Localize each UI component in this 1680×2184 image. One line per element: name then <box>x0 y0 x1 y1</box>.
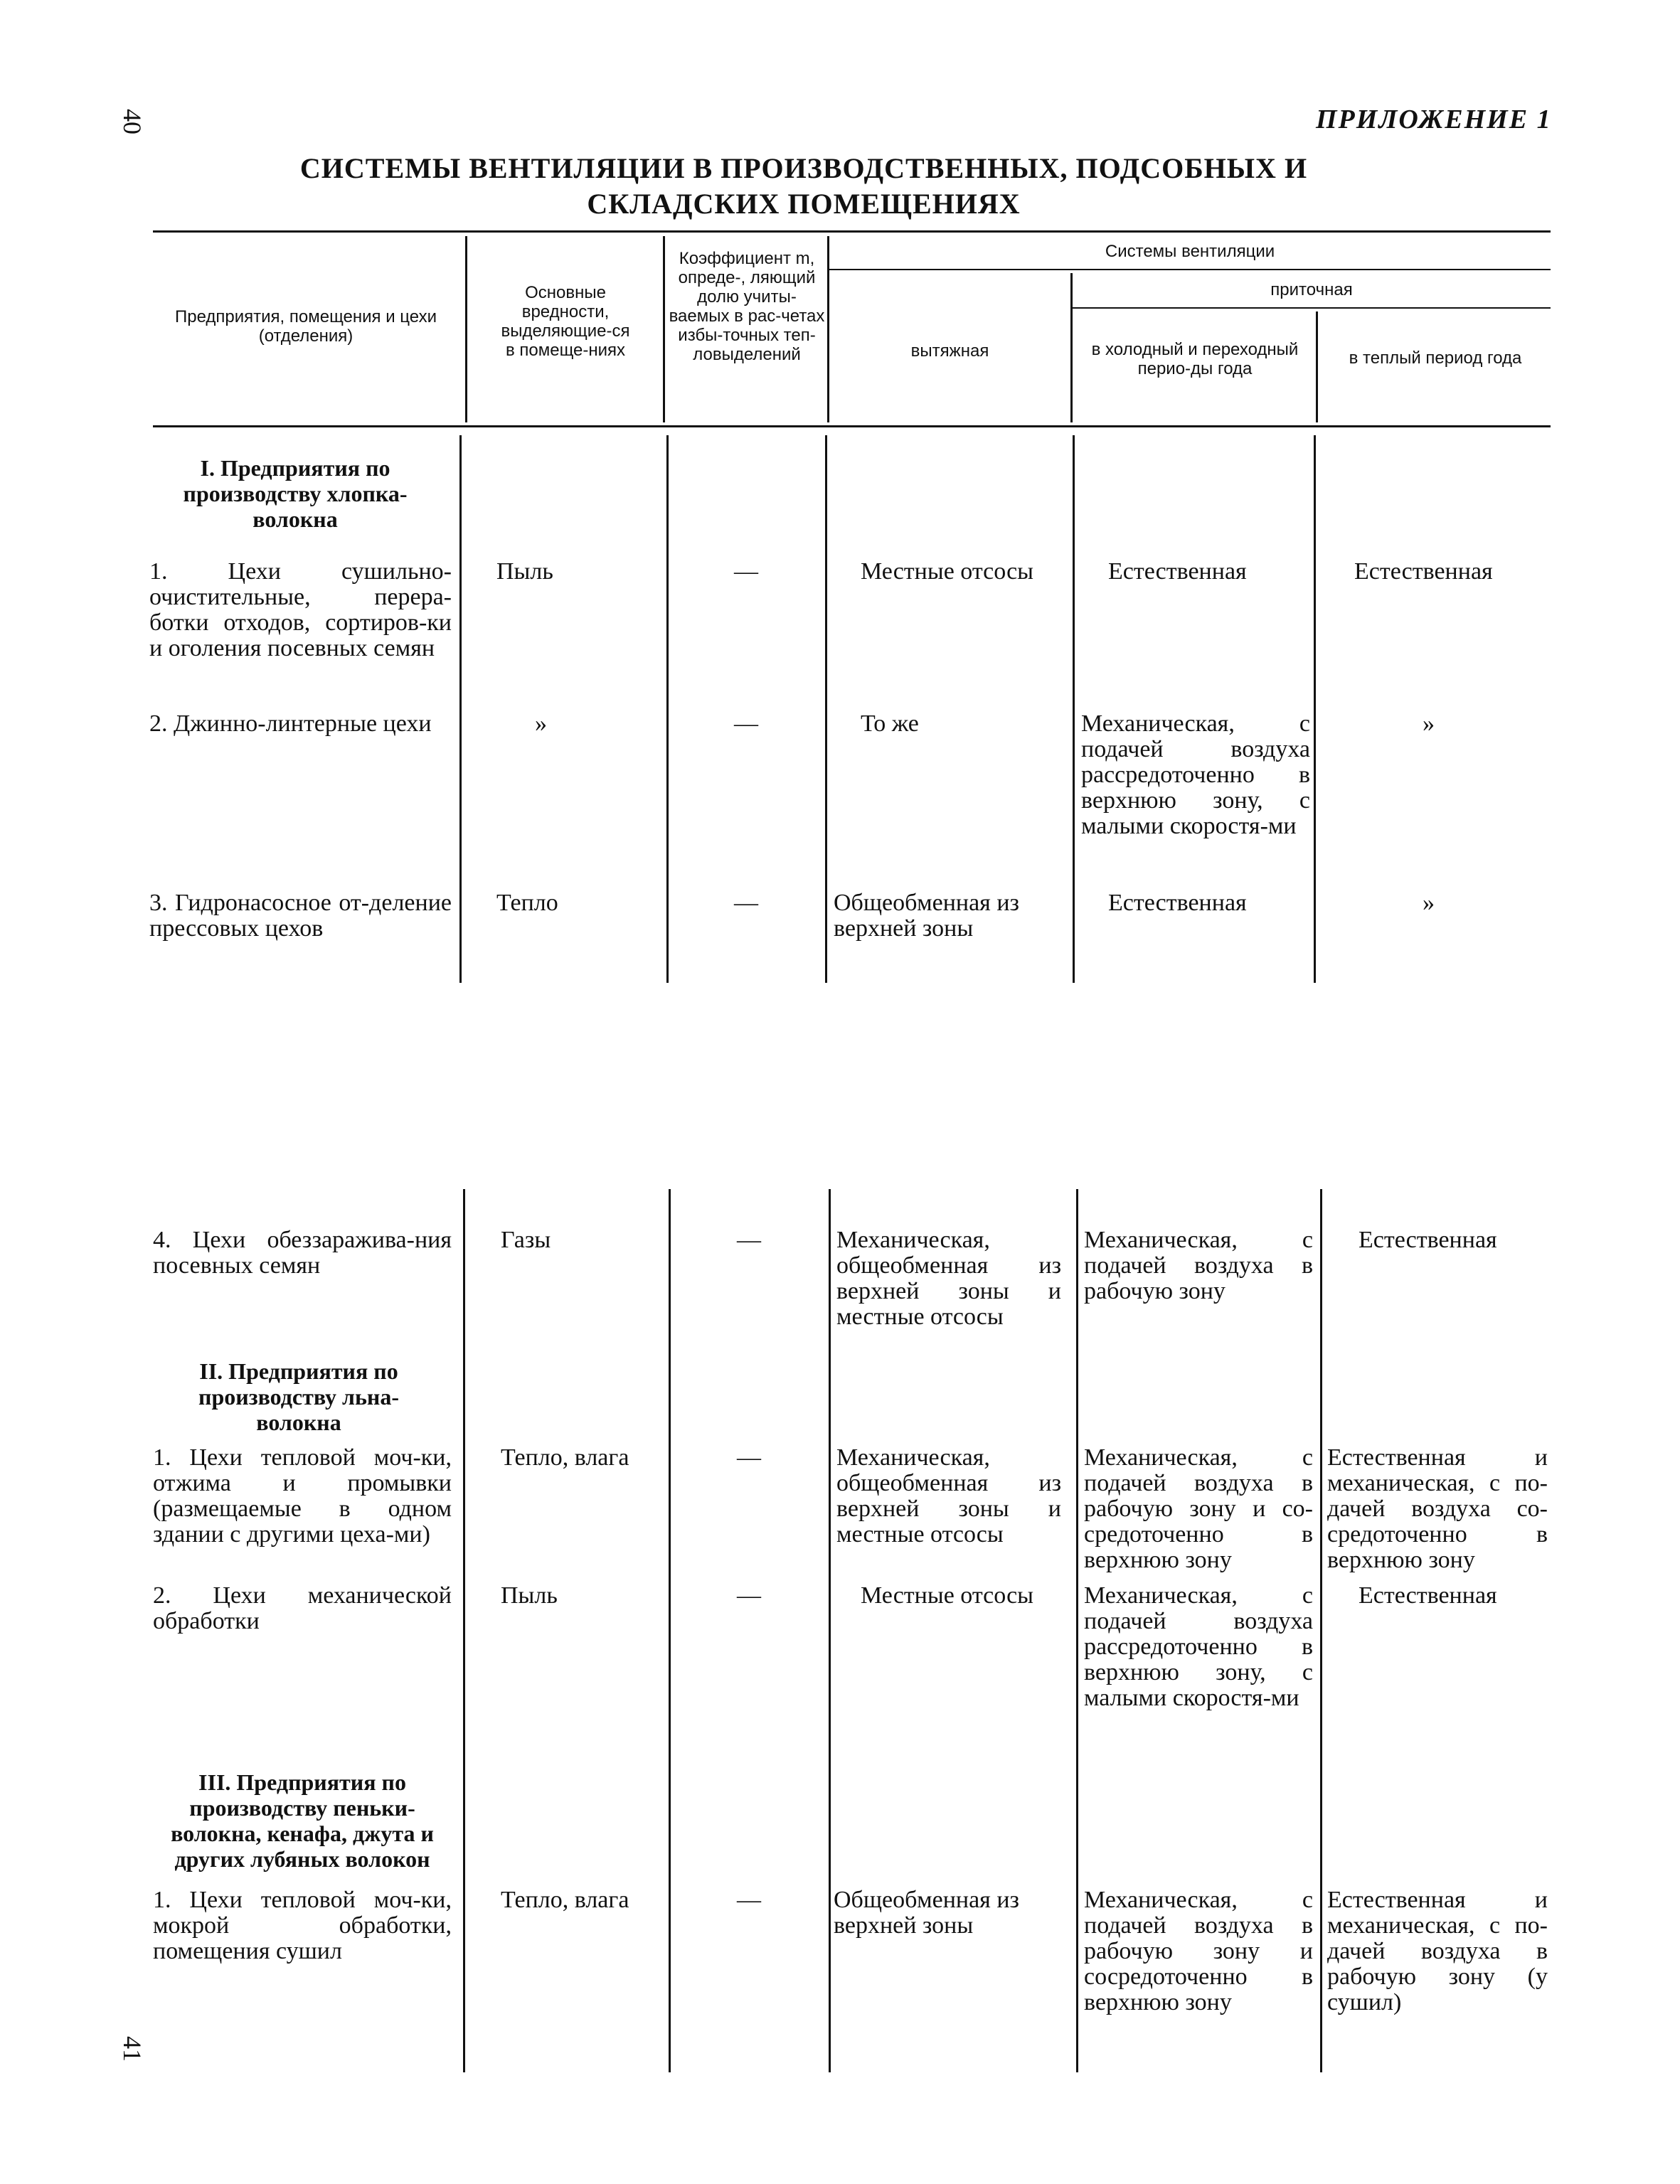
row6-coefficient: — <box>737 1582 761 1609</box>
hdr-vline-5 <box>1316 311 1318 422</box>
hdr-vline-2 <box>663 236 665 422</box>
body-vline-3a <box>825 435 827 983</box>
row1-cold: Естественная <box>1108 558 1247 585</box>
header-warm-period: в теплый период года <box>1349 348 1522 368</box>
section-heading-3: III. Предприятия по производству пеньки-волокна, кенафа, джута и других лубяных волокон <box>171 1769 434 1872</box>
body-vline-3b <box>829 1189 831 2072</box>
row1-exhaust: Местные отсосы <box>861 558 1033 585</box>
row7-exhaust: Общеобменная из верхней зоны <box>834 1887 1019 1939</box>
row4-warm: Естественная <box>1359 1227 1497 1253</box>
page-number-bottom: 41 <box>118 2036 147 2062</box>
row4-harm: Газы <box>501 1227 551 1253</box>
row2-cold: Механическая, с подачей воздуха рассредоточенно в верхнюю зону, с малыми скоростя-ми <box>1081 710 1310 839</box>
body-vline-1b <box>463 1189 465 2072</box>
row5-coefficient: — <box>737 1444 761 1471</box>
row6-exhaust: Местные отсосы <box>861 1582 1033 1609</box>
row6-cold: Механическая, с подачей воздуха рассредоточенно в верхнюю зону, с малыми скоростя-ми <box>1084 1582 1313 1711</box>
hdr-vline-1 <box>465 236 467 422</box>
appendix-label: ПРИЛОЖЕНИЕ 1 <box>1316 105 1552 134</box>
body-vline-2b <box>669 1189 671 2072</box>
body-vline-2a <box>666 435 669 983</box>
row1-warm: Естественная <box>1354 558 1493 585</box>
header-ventilation-systems: Системы вентиляции <box>1105 242 1275 261</box>
hdr-vline-4 <box>1070 273 1073 422</box>
body-vline-1a <box>459 435 462 983</box>
row4-name: 4. Цехи обеззаражива-ния посевных семян <box>153 1227 452 1279</box>
body-vline-4b <box>1076 1189 1078 2072</box>
header-bottom-rule <box>153 425 1551 427</box>
table-top-rule <box>153 230 1551 233</box>
row6-warm: Естественная <box>1359 1582 1497 1609</box>
header-enterprises: Предприятия, помещения и цехи (отделения) <box>174 307 437 346</box>
title-line-2: СКЛАДСКИХ ПОМЕЩЕНИЯХ <box>587 188 1021 220</box>
row2-coefficient: — <box>734 710 758 737</box>
body-vline-4a <box>1073 435 1075 983</box>
hdr-vline-3 <box>827 236 829 422</box>
page-title <box>213 151 1394 222</box>
row2-harm: » <box>535 710 547 737</box>
header-coefficient: Коэффициент m, опреде-, ляющий долю учиты-ваемых в рас-четах избы-точных теп-ловыделений <box>669 249 825 364</box>
header-cold-period: в холодный и переходный перио-ды года <box>1091 340 1299 378</box>
header-exhaust: вытяжная <box>910 341 989 361</box>
row3-coefficient: — <box>734 890 758 916</box>
row5-cold: Механическая, с подачей воздуха в рабочую зону и со-средоточенно в верхнюю зону <box>1084 1444 1313 1573</box>
row3-exhaust: Общеобменная из верхней зоны <box>834 890 1019 942</box>
row5-harm: Тепло, влага <box>501 1444 629 1471</box>
row3-name: 3. Гидронасосное от-деление прессовых цехов <box>149 890 452 942</box>
row3-cold: Естественная <box>1108 890 1247 916</box>
section-heading-1: I. Предприятия по производству хлопка-волокна <box>183 455 408 532</box>
row7-coefficient: — <box>737 1887 761 1913</box>
row2-name: 2. Джинно-линтерные цехи <box>149 710 432 737</box>
row7-name: 1. Цехи тепловой моч-ки, мокрой обработки, помещения сушил <box>153 1887 452 1964</box>
row6-harm: Пыль <box>501 1582 558 1609</box>
row4-cold: Механическая, с подачей воздуха в рабочую зону <box>1084 1227 1313 1304</box>
row5-name: 1. Цехи тепловой моч-ки, отжима и промывки (размещаемые в одном здании с другими цеха-ми) <box>153 1444 452 1548</box>
body-vline-5b <box>1320 1189 1322 2072</box>
row2-exhaust: То же <box>861 710 919 737</box>
row2-warm: » <box>1423 710 1435 737</box>
row7-harm: Тепло, влага <box>501 1887 629 1913</box>
row7-warm: Естественная и механическая, с по-дачей воздуха в рабочую зону (у сушил) <box>1327 1887 1548 2015</box>
header-supply: приточная <box>1270 280 1353 299</box>
section-heading-2: II. Предприятия по производству льна-волокна <box>198 1358 399 1435</box>
title-line-1: СИСТЕМЫ ВЕНТИЛЯЦИИ В ПРОИЗВОДСТВЕННЫХ, ПОДСОБНЫХ И <box>299 152 1308 184</box>
row1-harm: Пыль <box>496 558 553 585</box>
header-harmful-factors: Основные вредности, выделяющие-ся в помеще-ниях <box>501 283 630 360</box>
row4-exhaust: Механическая, общеобменная из верхней зоны и местные отсосы <box>836 1227 1061 1330</box>
row1-coefficient: — <box>734 558 758 585</box>
row6-name: 2. Цехи механической обработки <box>153 1582 452 1634</box>
row4-coefficient: — <box>737 1227 761 1253</box>
row5-warm: Естественная и механическая, с по-дачей воздуха со-средоточенно в верхнюю зону <box>1327 1444 1548 1573</box>
row1-name: 1. Цехи сушильно-очистительные, перера-ботки отходов, сортиров-ки и оголения посевных семян <box>149 558 452 661</box>
supply-rule <box>1073 307 1551 309</box>
page-number-top: 40 <box>118 109 147 134</box>
systems-rule <box>829 269 1551 270</box>
row5-exhaust: Механическая, общеобменная из верхней зоны и местные отсосы <box>836 1444 1061 1548</box>
row3-harm: Тепло <box>496 890 558 916</box>
row3-warm: » <box>1423 890 1435 916</box>
row7-cold: Механическая, с подачей воздуха в рабочую зону и сосредоточенно в верхнюю зону <box>1084 1887 1313 2015</box>
